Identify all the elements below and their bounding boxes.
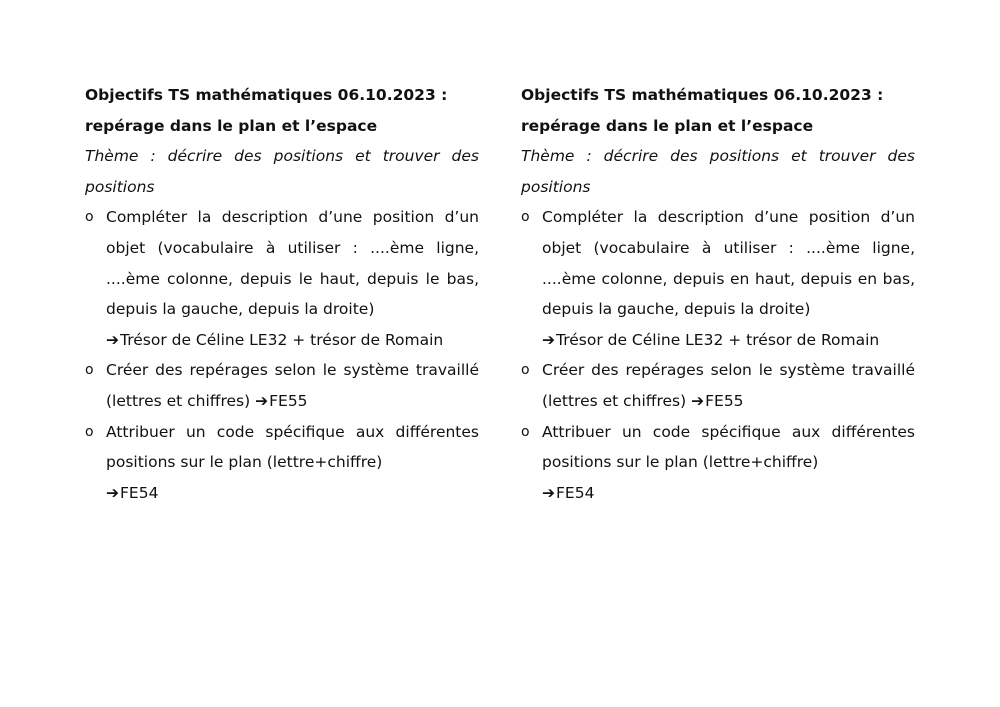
objective-text: Créer des repérages selon le système travaillé (lettres et chiffres) [542,361,915,410]
bullet-circle-icon: o [85,362,94,379]
objective-text: Compléter la description d’une position d’un objet (vocabulaire à utiliser : ....ème ligne, ....ème colonne, depuis le haut, depuis le bas, depuis la gauche, depuis la droite) [106,208,479,319]
objective-item [521,355,915,416]
theme-text: Thème : décrire des positions et trouver des positions [85,147,479,196]
objectives-column-right [521,80,915,508]
objective-item [521,202,915,355]
objectives-column-left [85,80,479,508]
arrow-right-icon: ➔ [542,330,555,349]
bullet-circle-icon: o [521,362,530,379]
arrow-right-icon: ➔ [106,483,119,502]
objective-text: Attribuer un code spécifique aux différentes positions sur le plan (lettre+chiffre) [542,422,915,472]
reference-text: FE54 [556,483,595,502]
objective-item [85,355,479,416]
arrow-right-icon: ➔ [542,483,555,502]
objective-text: Créer des repérages selon le système travaillé (lettres et chiffres) [106,361,479,410]
reference-text: FE54 [120,483,159,502]
arrow-right-icon: ➔ [255,391,269,410]
reference-text: Trésor de Céline LE32 + trésor de Romain [556,330,880,349]
reference-line [542,325,915,356]
reference-line [106,478,479,509]
reference-line [542,478,915,509]
reference-text: Trésor de Céline LE32 + trésor de Romain [120,330,444,349]
document-title: Objectifs TS mathématiques 06.10.2023 : [521,86,884,104]
bullet-circle-icon: o [521,423,530,440]
arrow-right-icon: ➔ [106,330,119,349]
document-subtitle: repérage dans le plan et l’espace [521,116,814,135]
bullet-circle-icon: o [521,209,530,226]
objective-item [85,417,479,509]
bullet-circle-icon: o [85,423,94,440]
objectives-list [521,202,915,508]
reference-text: FE55 [705,391,744,410]
objectives-list [85,202,479,508]
arrow-right-icon: ➔ [691,391,705,410]
objective-text: Attribuer un code spécifique aux différentes positions sur le plan (lettre+chiffre) [106,422,479,472]
document-title: Objectifs TS mathématiques 06.10.2023 : [85,86,448,104]
document-subtitle: repérage dans le plan et l’espace [85,116,378,135]
reference-line [106,325,479,356]
objective-item [521,417,915,509]
reference-text: FE55 [269,391,308,410]
objective-item [85,202,479,355]
theme-text: Thème : décrire des positions et trouver des positions [521,147,915,196]
bullet-circle-icon: o [85,209,94,226]
objective-text: Compléter la description d’une position d’un objet (vocabulaire à utiliser : ....ème ligne, ....ème colonne, depuis en haut, depuis en bas, depuis la gauche, depuis la droite) [542,208,915,319]
